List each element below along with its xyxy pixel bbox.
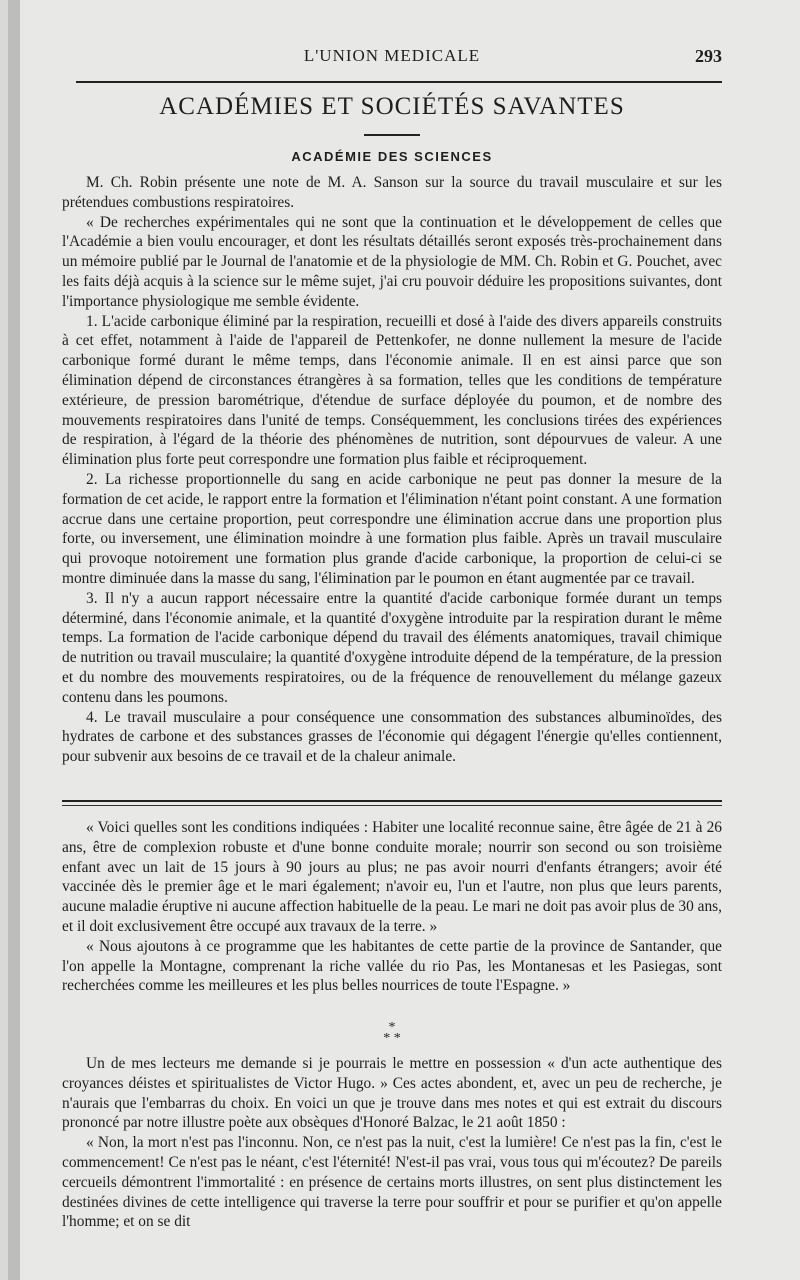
article-nourrices xyxy=(62,818,722,996)
article-academie xyxy=(62,173,722,767)
paragraph: « Nous ajoutons à ce programme que les habitantes de cette partie de la province de Santander, que l'on appelle la Montagne, comprenant la riche vallée du rio Pas, les Montanesas et les Pasiegas, sont recherchées comme les meilleures et les plus belles nourrices de toute l'Espagne. » xyxy=(62,937,722,995)
header-rule xyxy=(76,81,722,83)
running-title: L'UNION MEDICALE xyxy=(303,46,481,65)
page-number: 293 xyxy=(695,46,722,66)
paragraph: 2. La richesse proportionnelle du sang en acide carbonique ne peut pas donner la mesure de la formation de cet acide, le rapport entre la formation et l'élimination n'étant point constant. A une formation accrue dans une certaine proportion, peut correspondre une élimination accrue dans une proportion plus forte, ou inversement, une élimination moindre à une formation plus faible. Après un travail musculaire qui provoque notoirement une formation plus grande d'acide carbonique, la proportion de celui-ci se montre diminuée dans la masse du sang, l'élimination par le poumon en étant augmentée par ce travail. xyxy=(62,470,722,587)
column-separator-rule xyxy=(62,800,722,806)
paragraph: 4. Le travail musculaire a pour conséquence une consommation des substances albuminoïdes, des hydrates de carbone et des substances grasses de l'économie qui dégagent l'énergie qu'elles contiennent, pour subvenir aux besoins de ce travail et de la chaleur animale. xyxy=(62,708,722,766)
section-title-rule xyxy=(364,134,420,136)
asterism xyxy=(62,1022,722,1044)
running-head xyxy=(62,46,722,72)
paragraph: « De recherches expérimentales qui ne sont que la continuation et le développement de celles que l'Académie a bien voulu encourager, et dont les résultats détaillés seront exposés très-prochainement dans un mémoire publié par le Journal de l'anatomie et de la physiologie de MM. Ch. Robin et G. Pouchet, avec les faits déjà acquis à la science sur le même sujet, j'ai cru pouvoir déduire les propositions suivantes, dont l'importance physiologique me semble évidente. xyxy=(62,213,722,310)
paragraph: « Non, la mort n'est pas l'inconnu. Non, ce n'est pas la nuit, c'est la lumière! Ce n'est pas la fin, c'est le commencement! Ce n'est pas le néant, c'est l'éternité! N'est-il pas vrai, vous tous qui m'écoutez? De pareils cercueils démontrent l'immortalité : en présence de certains morts illustres, on sent plus distinctement les destinées divines de cette intelligence qui traverse la terre pour souffrir et pour se purifier et qu'on appelle l'homme; et on se dit xyxy=(62,1134,722,1231)
journal-page xyxy=(8,0,800,1280)
paragraph: « Voici quelles sont les conditions indiquées : Habiter une localité reconnue saine, être âgée de 21 à 26 ans, être de complexion robuste et d'une bonne conduite morale; nourrir son second ou son troisième enfant avec un lait de 15 jours à 90 jours au plus; ne pas avoir nourri d'enfants étrangers; avoir été vaccinée dès le premier âge et le mari également; n'avoir eu, l'un et l'autre, non plus que leurs parents, aucune maladie éruptive ni aucune affection habituelle de la peau. Le mari ne doit pas avoir plus de 30 ans, et il doit exclusivement être occupé aux travaux de la terre. » xyxy=(62,819,722,935)
binding-gutter xyxy=(8,0,20,1280)
section-title: ACADÉMIES ET SOCIÉTÉS SAVANTES xyxy=(159,93,625,120)
paragraph: Un de mes lecteurs me demande si je pourrais le mettre en possession « d'un acte authentique des croyances déistes et spiritualistes de Victor Hugo. » Ces actes abondent, et, avec un peu de recherche, je n'aurais que l'embarras du choix. En voici un que je trouve dans mes notes et qui est extrait du discours prononcé par notre illustre poète aux obsèques d'Honoré Balzac, le 21 août 1850 : xyxy=(62,1055,722,1132)
paragraph: 3. Il n'y a aucun rapport nécessaire entre la quantité d'acide carbonique formée durant un temps déterminé, dans l'économie animale, et la quantité d'oxygène introduite par la respiration durant le même temps. La formation de l'acide carbonique dépend du travail des éléments anatomiques, travail chimique de nutrition ou travail musculaire; la quantité d'oxygène introduite dépend de la température, de la pression et du nombre des mouvements respiratoires, ou de la fréquence de renouvellement du mélange gazeux contenu dans les poumons. xyxy=(62,589,722,706)
paragraph: M. Ch. Robin présente une note de M. A. Sanson sur la source du travail musculaire et sur les prétendues combustions respiratoires. xyxy=(62,174,722,211)
subsection-title: ACADÉMIE DES SCIENCES xyxy=(291,149,493,164)
paragraph: 1. L'acide carbonique éliminé par la respiration, recueilli et dosé à l'aide des divers appareils construits à cet effet, notamment à l'aide de l'appareil de Pettenkofer, ne donne nullement la mesure de l'acide carbonique formé durant le même temps, dans l'économie animale. Il en est ainsi parce que son élimination dépend de circonstances étrangères à sa formation, telles que les conditions de température extérieure, de pression barométrique, d'étendue de surface déployée du poumon, et de nombre des mouvements respiratoires dans l'unité de temps. Conséquemment, les conclusions tirées des expériences de respiration, à l'égard de la théorie des phénomènes de nutrition, sont dépourvues de valeur. A une élimination plus forte peut correspondre une formation plus faible et réciproquement. xyxy=(62,312,722,469)
article-victor-hugo xyxy=(62,1054,722,1232)
asterism-text: * * * xyxy=(383,1020,401,1046)
